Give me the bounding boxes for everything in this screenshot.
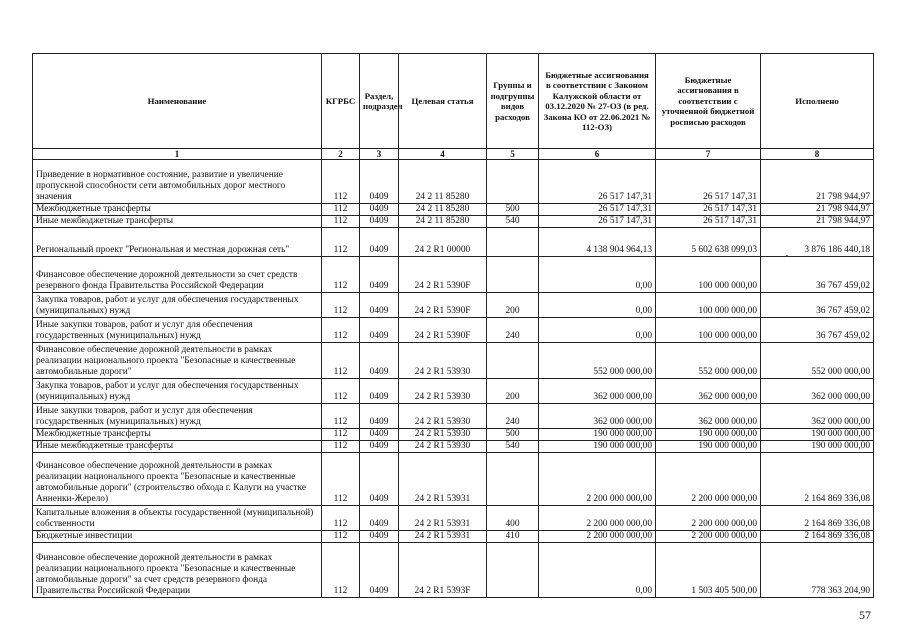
- target-article-cell: 24 2 R1 53930: [399, 379, 487, 404]
- kgrbs-cell: 112: [322, 228, 360, 257]
- refined-allocation-cell: 552 000 000,00: [656, 343, 761, 379]
- row-name-cell: Финансовое обеспечение дорожной деятельности в рамках реализации национального проекта "Безопасные и качественные автомобильные дороги" за счет средств резервного фонда Правительства Российской Федерации: [33, 543, 322, 598]
- kgrbs-cell: 112: [322, 204, 360, 216]
- refined-allocation-cell: 362 000 000,00: [656, 379, 761, 404]
- kgrbs-cell: 112: [322, 216, 360, 228]
- section-cell: 0409: [360, 293, 399, 318]
- expense-group-cell: [487, 257, 539, 293]
- expense-group-cell: [487, 160, 539, 204]
- column-header: Группы и подгруппы видов расходов: [487, 54, 539, 149]
- table-row: [33, 228, 874, 257]
- table-row: [33, 506, 874, 531]
- executed-cell: 778 363 204,90: [761, 543, 874, 598]
- column-header: Раздел, подраздел: [360, 54, 399, 149]
- refined-allocation-cell: 26 517 147,31: [656, 216, 761, 228]
- scan-artifact-dot: [786, 255, 788, 257]
- target-article-cell: 24 2 R1 53931: [399, 506, 487, 531]
- law-allocation-cell: 362 000 000,00: [539, 379, 656, 404]
- refined-allocation-cell: 100 000 000,00: [656, 293, 761, 318]
- executed-cell: 552 000 000,00: [761, 343, 874, 379]
- refined-allocation-cell: 2 200 000 000,00: [656, 453, 761, 506]
- section-cell: 0409: [360, 404, 399, 429]
- refined-allocation-cell: 5 602 638 099,03: [656, 228, 761, 257]
- row-name-cell: Межбюджетные трансферты: [33, 204, 322, 216]
- table-row: [33, 343, 874, 379]
- table-row: [33, 404, 874, 429]
- refined-allocation-cell: 26 517 147,31: [656, 204, 761, 216]
- kgrbs-cell: 112: [322, 160, 360, 204]
- executed-cell: 36 767 459,02: [761, 318, 874, 343]
- target-article-cell: 24 2 R1 5393F: [399, 543, 487, 598]
- refined-allocation-cell: 26 517 147,31: [656, 160, 761, 204]
- table-row: [33, 379, 874, 404]
- expense-group-cell: 410: [487, 531, 539, 543]
- column-header: Исполнено: [761, 54, 874, 149]
- refined-allocation-cell: 2 200 000 000,00: [656, 506, 761, 531]
- expense-group-cell: 400: [487, 506, 539, 531]
- target-article-cell: 24 2 R1 53930: [399, 441, 487, 453]
- row-name-cell: Бюджетные инвестиции: [33, 531, 322, 543]
- target-article-cell: 24 2 11 85280: [399, 204, 487, 216]
- section-cell: 0409: [360, 531, 399, 543]
- column-header: Бюджетные ассигнования в соответствии с уточненной бюджетной росписью расходов: [656, 54, 761, 149]
- table-row: [33, 204, 874, 216]
- table-row: [33, 531, 874, 543]
- table-row: [33, 318, 874, 343]
- row-name-cell: Финансовое обеспечение дорожной деятельности в рамках реализации национального проекта "Безопасные и качественные автомобильные дороги" (строительство обхода г. Калуги на участке Анненки-Жерело): [33, 453, 322, 506]
- row-name-cell: Межбюджетные трансферты: [33, 429, 322, 441]
- row-name-cell: Закупка товаров, работ и услуг для обеспечения государственных (муниципальных) нужд: [33, 293, 322, 318]
- executed-cell: 2 164 869 336,08: [761, 453, 874, 506]
- section-cell: 0409: [360, 379, 399, 404]
- row-name-cell: Финансовое обеспечение дорожной деятельности за счет средств резервного фонда Правительства Российской Федерации: [33, 257, 322, 293]
- column-header: КГРБС: [322, 54, 360, 149]
- row-name-cell: Финансовое обеспечение дорожной деятельности в рамках реализации национального проекта "Безопасные и качественные автомобильные дороги": [33, 343, 322, 379]
- law-allocation-cell: 362 000 000,00: [539, 404, 656, 429]
- expense-group-cell: 500: [487, 204, 539, 216]
- target-article-cell: 24 2 R1 5390F: [399, 318, 487, 343]
- expense-group-cell: 540: [487, 216, 539, 228]
- expense-group-cell: [487, 453, 539, 506]
- law-allocation-cell: 26 517 147,31: [539, 216, 656, 228]
- kgrbs-cell: 112: [322, 429, 360, 441]
- executed-cell: 21 798 944,97: [761, 216, 874, 228]
- table-row: [33, 429, 874, 441]
- law-allocation-cell: 4 138 904 964,13: [539, 228, 656, 257]
- law-allocation-cell: 0,00: [539, 543, 656, 598]
- target-article-cell: 24 2 R1 53931: [399, 531, 487, 543]
- kgrbs-cell: 112: [322, 293, 360, 318]
- section-cell: 0409: [360, 429, 399, 441]
- row-name-cell: Закупка товаров, работ и услуг для обеспечения государственных (муниципальных) нужд: [33, 379, 322, 404]
- target-article-cell: 24 2 11 85280: [399, 160, 487, 204]
- kgrbs-cell: 112: [322, 441, 360, 453]
- law-allocation-cell: 0,00: [539, 293, 656, 318]
- table-row: [33, 543, 874, 598]
- target-article-cell: 24 2 R1 53930: [399, 429, 487, 441]
- law-allocation-cell: 190 000 000,00: [539, 441, 656, 453]
- kgrbs-cell: 112: [322, 318, 360, 343]
- expense-group-cell: 200: [487, 293, 539, 318]
- kgrbs-cell: 112: [322, 453, 360, 506]
- row-name-cell: Приведение в нормативное состояние, развитие и увеличение пропускной способности сети автомобильных дорог местного значения: [33, 160, 322, 204]
- executed-cell: 362 000 000,00: [761, 379, 874, 404]
- section-cell: 0409: [360, 228, 399, 257]
- row-name-cell: Иные закупки товаров, работ и услуг для обеспечения государственных (муниципальных) нужд: [33, 318, 322, 343]
- expense-group-cell: 240: [487, 318, 539, 343]
- section-cell: 0409: [360, 343, 399, 379]
- kgrbs-cell: 112: [322, 531, 360, 543]
- kgrbs-cell: 112: [322, 506, 360, 531]
- column-number-row: [33, 149, 874, 160]
- column-number: 8: [761, 149, 874, 160]
- column-number: 3: [360, 149, 399, 160]
- column-header: Целевая статья: [399, 54, 487, 149]
- section-cell: 0409: [360, 506, 399, 531]
- column-number: 1: [33, 149, 322, 160]
- expense-group-cell: 200: [487, 379, 539, 404]
- section-cell: 0409: [360, 543, 399, 598]
- law-allocation-cell: 190 000 000,00: [539, 429, 656, 441]
- column-number: 7: [656, 149, 761, 160]
- law-allocation-cell: 2 200 000 000,00: [539, 531, 656, 543]
- section-cell: 0409: [360, 453, 399, 506]
- header-row: [33, 54, 874, 149]
- target-article-cell: 24 2 R1 5390F: [399, 293, 487, 318]
- row-name-cell: Региональный проект "Региональная и местная дорожная сеть": [33, 228, 322, 257]
- refined-allocation-cell: 100 000 000,00: [656, 318, 761, 343]
- executed-cell: 190 000 000,00: [761, 429, 874, 441]
- table-row: [33, 257, 874, 293]
- executed-cell: 36 767 459,02: [761, 257, 874, 293]
- refined-allocation-cell: 190 000 000,00: [656, 429, 761, 441]
- executed-cell: 21 798 944,97: [761, 160, 874, 204]
- budget-table: [32, 53, 874, 598]
- target-article-cell: 24 2 R1 5390F: [399, 257, 487, 293]
- table-row: [33, 441, 874, 453]
- expense-group-cell: [487, 543, 539, 598]
- kgrbs-cell: 112: [322, 404, 360, 429]
- column-header: Бюджетные ассигнования в соответствии с Законом Калужской области от 03.12.2020 № 27-ОЗ (в ред. Закона КО от 22.06.2021 № 112-ОЗ): [539, 54, 656, 149]
- executed-cell: 36 767 459,02: [761, 293, 874, 318]
- target-article-cell: 24 2 11 85280: [399, 216, 487, 228]
- executed-cell: 2 164 869 336,08: [761, 531, 874, 543]
- executed-cell: 3 876 186 440,18: [761, 228, 874, 257]
- refined-allocation-cell: 100 000 000,00: [656, 257, 761, 293]
- target-article-cell: 24 2 R1 53930: [399, 343, 487, 379]
- row-name-cell: Иные межбюджетные трансферты: [33, 216, 322, 228]
- row-name-cell: Капитальные вложения в объекты государственной (муниципальной) собственности: [33, 506, 322, 531]
- column-number: 4: [399, 149, 487, 160]
- row-name-cell: Иные межбюджетные трансферты: [33, 441, 322, 453]
- expense-group-cell: [487, 228, 539, 257]
- section-cell: 0409: [360, 204, 399, 216]
- kgrbs-cell: 112: [322, 379, 360, 404]
- refined-allocation-cell: 2 200 000 000,00: [656, 531, 761, 543]
- column-number: 6: [539, 149, 656, 160]
- target-article-cell: 24 2 R1 53931: [399, 453, 487, 506]
- table-row: [33, 216, 874, 228]
- expense-group-cell: 540: [487, 441, 539, 453]
- law-allocation-cell: 26 517 147,31: [539, 204, 656, 216]
- section-cell: 0409: [360, 441, 399, 453]
- refined-allocation-cell: 190 000 000,00: [656, 441, 761, 453]
- expense-group-cell: 500: [487, 429, 539, 441]
- refined-allocation-cell: 1 503 405 500,00: [656, 543, 761, 598]
- row-name-cell: Иные закупки товаров, работ и услуг для обеспечения государственных (муниципальных) нужд: [33, 404, 322, 429]
- executed-cell: 2 164 869 336,08: [761, 506, 874, 531]
- target-article-cell: 24 2 R1 00000: [399, 228, 487, 257]
- law-allocation-cell: 0,00: [539, 257, 656, 293]
- executed-cell: 190 000 000,00: [761, 441, 874, 453]
- section-cell: 0409: [360, 216, 399, 228]
- expense-group-cell: [487, 343, 539, 379]
- law-allocation-cell: 0,00: [539, 318, 656, 343]
- executed-cell: 21 798 944,97: [761, 204, 874, 216]
- table-row: [33, 293, 874, 318]
- section-cell: 0409: [360, 318, 399, 343]
- column-number: 5: [487, 149, 539, 160]
- table-row: [33, 453, 874, 506]
- section-cell: 0409: [360, 160, 399, 204]
- law-allocation-cell: 2 200 000 000,00: [539, 453, 656, 506]
- target-article-cell: 24 2 R1 53930: [399, 404, 487, 429]
- page-number: 57: [859, 608, 871, 622]
- table-row: [33, 160, 874, 204]
- column-header: Наименование: [33, 54, 322, 149]
- refined-allocation-cell: 362 000 000,00: [656, 404, 761, 429]
- table-body: [33, 160, 874, 598]
- section-cell: 0409: [360, 257, 399, 293]
- law-allocation-cell: 552 000 000,00: [539, 343, 656, 379]
- kgrbs-cell: 112: [322, 343, 360, 379]
- expense-group-cell: 240: [487, 404, 539, 429]
- kgrbs-cell: 112: [322, 543, 360, 598]
- kgrbs-cell: 112: [322, 257, 360, 293]
- law-allocation-cell: 26 517 147,31: [539, 160, 656, 204]
- column-number: 2: [322, 149, 360, 160]
- executed-cell: 362 000 000,00: [761, 404, 874, 429]
- law-allocation-cell: 2 200 000 000,00: [539, 506, 656, 531]
